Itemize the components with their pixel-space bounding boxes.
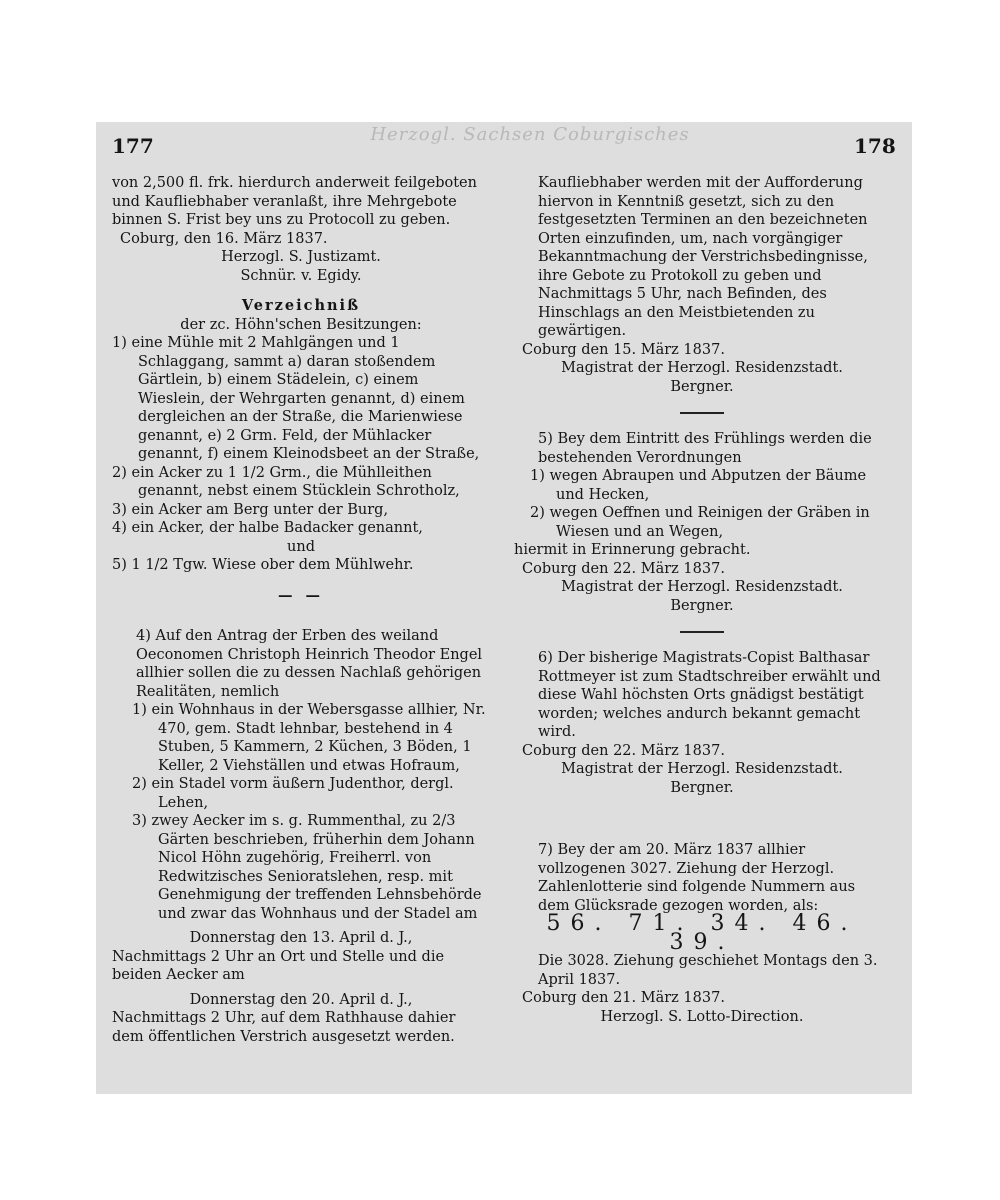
separator: — —: [277, 586, 325, 604]
divider: [680, 631, 724, 633]
date-line: Coburg, den 16. März 1837.: [120, 230, 328, 247]
office-line: Magistrat der Herzogl. Residenzstadt.: [561, 579, 843, 595]
office-line: Herzogl. S. Justizamt.: [221, 249, 381, 265]
list-item: 5) 1 1/2 Tgw. Wiese ober dem Mühlwehr.: [112, 557, 414, 573]
paragraph: 5) Bey dem Eintritt des Frühlings werden die bestehenden Verordnungen: [538, 431, 872, 466]
paragraph: Die 3028. Ziehung geschiehet Montags den 3. April 1837.: [538, 953, 878, 988]
list-connector: und: [287, 538, 315, 555]
list-item: 1) eine Mühle mit 2 Mahlgängen und 1 Schlaggang, sammt a) daran stoßendem Gärtlein, b) einem Städelein, c) einem Wieslein, der Wehrgarten genannt, d) einem dergleichen an der Straße, die Marienwiese genannt, e) 2 Grm. Feld, der Mühlacker genannt, f) einem Kleinodsbeet an der Straße,: [112, 335, 480, 462]
office-line: Magistrat der Herzogl. Residenzstadt.: [561, 360, 843, 376]
lottery-numbers: 56. 71. 34. 46. 39.: [546, 911, 858, 955]
paragraph: von 2,500 fl. frk. hierdurch anderweit feilgeboten und Kaufliebhaber veranlaßt, ihre Mehrgebote binnen S. Frist bey uns zu Protocoll zu geben.: [112, 175, 477, 228]
list-title: Verzeichniß: [241, 297, 361, 314]
divider: [680, 412, 724, 414]
paragraph: 7) Bey der am 20. März 1837 allhier vollzogenen 3027. Ziehung der Herzogl. Zahlenlotterie sind folgende Nummern aus dem Glücksrade gezogen worden, als:: [538, 842, 856, 914]
list-item: 1) ein Wohnhaus in der Webersgasse allhier, Nr. 470, gem. Stadt lehnbar, bestehend in 4 Stuben, 5 Kammern, 2 Küchen, 3 Böden, 1 Keller, 2 Viehställen und etwas Hofraum,: [132, 702, 486, 774]
paragraph: Nachmittags 2 Uhr, auf dem Rathhause dahier dem öffentlichen Verstrich ausgesetzt werden.: [112, 1010, 456, 1045]
page-number-right: 178: [854, 134, 896, 158]
paragraph: 4) Auf den Antrag der Erben des weiland Oeconomen Christoph Heinrich Theodor Engel allhier sollen die zu dessen Nachlaß gehörigen Realitäten, nemlich: [136, 628, 483, 700]
date-line: Coburg den 15. März 1837.: [522, 341, 725, 358]
list-item: 3) ein Acker am Berg unter der Burg,: [112, 501, 389, 518]
office-line: Magistrat der Herzogl. Residenzstadt.: [561, 761, 843, 777]
signature: Bergner.: [670, 378, 734, 395]
paragraph: 6) Der bisherige Magistrats-Copist Balthasar Rottmeyer ist zum Stadtschreiber erwählt und diese Wahl höchsten Orts gnädigst bestätigt worden; welches andurch bekannt gemacht wird.: [538, 650, 881, 740]
date-line: Coburg den 22. März 1837.: [522, 560, 725, 577]
list-item: 2) wegen Oeffnen und Reinigen der Gräben in Wiesen und an Wegen,: [530, 505, 870, 540]
running-title: Herzogl. Sachsen Coburgisches: [370, 124, 690, 145]
list-item: 2) ein Acker zu 1 1/2 Grm., die Mühlleithen genannt, nebst einem Stücklein Schrotholz,: [112, 464, 460, 499]
paragraph: Nachmittags 2 Uhr an Ort und Stelle und die beiden Aecker am: [112, 948, 445, 983]
right-column: [514, 174, 890, 1026]
list-subtitle: der zc. Höhn'schen Besitzungen:: [180, 316, 422, 333]
paragraph: Kaufliebhaber werden mit der Aufforderung hiervon in Kenntniß gesetzt, sich zu den festgesetzten Terminen an den bezeichneten Orten einzufinden, um, nach vorgängiger Bekanntmachung der Verstrichsbedingnisse, ihre Gebote zu Protokoll zu geben und Nachmittags 5 Uhr, nach Befinden, des Hinschlags an den Meistbietenden zu gewärtigen.: [538, 175, 868, 339]
list-item: 3) zwey Aecker im s. g. Rummenthal, zu 2/3 Gärten beschrieben, früherhin dem Johann Nicol Höhn zugehörig, Freiherrl. von Redwitzisches Senioratslehen, resp. mit Genehmigung der treffenden Lehnsbehörde und zwar das Wohnhaus und der Stadel am: [132, 813, 482, 922]
signature: Bergner.: [670, 779, 734, 796]
signature: Schnür. v. Egidy.: [240, 267, 362, 284]
date-line: Coburg den 22. März 1837.: [522, 742, 725, 759]
list-item: 4) ein Acker, der halbe Badacker genannt,: [112, 520, 423, 536]
signature: Bergner.: [670, 597, 734, 614]
office-line: Herzogl. S. Lotto-Direction.: [600, 1008, 804, 1025]
date-emphasis: Donnerstag den 20. April d. J.,: [189, 991, 413, 1008]
list-item: 1) wegen Abraupen und Abputzen der Bäume und Hecken,: [530, 468, 867, 503]
date-line: Coburg den 21. März 1837.: [522, 990, 725, 1006]
paragraph: hiermit in Erinnerung gebracht.: [514, 542, 751, 558]
list-item: 2) ein Stadel vorm äußern Judenthor, dergl. Lehen,: [132, 776, 454, 811]
left-column: [112, 174, 490, 1046]
page-number-left: 177: [112, 134, 154, 158]
date-emphasis: Donnerstag den 13. April d. J.,: [189, 930, 413, 946]
